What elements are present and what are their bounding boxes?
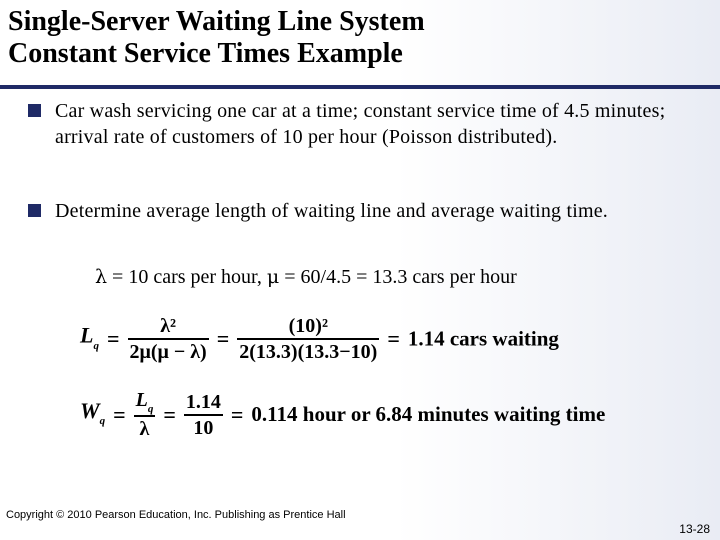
lq-result: 1.14 cars waiting xyxy=(407,326,559,351)
page-number: 13-28 xyxy=(679,522,710,536)
lq-fraction-symbolic xyxy=(128,314,209,364)
fraction-denominator: 2(13.3)(13.3−10) xyxy=(237,338,379,364)
fraction-denominator: 2μ(μ − λ) xyxy=(128,338,209,364)
equals-sign: = xyxy=(387,326,400,351)
wq-fraction-symbolic xyxy=(134,388,156,441)
wq-fraction-numeric xyxy=(184,390,223,440)
formula-lq xyxy=(80,314,559,364)
lq-variable: L xyxy=(80,322,94,348)
square-bullet-icon xyxy=(28,204,41,217)
mu-text: = 60/4.5 = 13.3 cars per hour xyxy=(279,266,517,288)
square-bullet-icon xyxy=(28,104,41,117)
title-divider xyxy=(0,85,720,89)
wq-subscript: q xyxy=(99,415,106,428)
formula-wq xyxy=(80,388,605,441)
fraction-numerator: 1.14 xyxy=(185,390,221,413)
lambda-text: = 10 cars per hour, xyxy=(107,266,267,288)
fraction-numerator xyxy=(134,388,156,415)
lq-fraction-numeric xyxy=(237,314,379,364)
bullet-text: Determine average length of waiting line and average waiting time. xyxy=(55,200,608,222)
wq-result: 0.114 hour or 6.84 minutes waiting time xyxy=(251,402,606,426)
fraction-denominator: 10 xyxy=(184,414,223,440)
fraction-numerator: λ² xyxy=(160,315,177,337)
slide-title xyxy=(8,6,708,70)
equals-sign: = xyxy=(230,401,244,427)
mu-symbol: μ xyxy=(266,266,280,288)
equals-sign: = xyxy=(106,326,120,351)
bullet-text: Car wash servicing one car at a time; constant service time of 4.5 minutes; arrival rate of customers of 10 per hour (Poisson distributed). xyxy=(55,100,666,148)
equals-sign: = xyxy=(163,401,176,427)
equals-sign: = xyxy=(113,401,126,427)
rates-line xyxy=(95,264,695,290)
copyright-notice: Copyright © 2010 Pearson Education, Inc. Publishing as Prentice Hall xyxy=(6,509,346,521)
wq-variable: W xyxy=(80,398,100,424)
fraction-numerator: (10)² xyxy=(288,315,328,337)
numerator-variable: L xyxy=(135,389,148,411)
lambda-symbol: λ xyxy=(95,266,108,288)
lq-subscript: q xyxy=(93,339,99,352)
title-line-1: Single-Server Waiting Line System xyxy=(8,6,425,37)
bullet-problem xyxy=(28,98,688,150)
fraction-denominator: λ xyxy=(134,415,156,441)
equals-sign: = xyxy=(216,326,230,351)
title-line-2: Constant Service Times Example xyxy=(8,38,403,69)
numerator-subscript: q xyxy=(147,403,154,415)
bullet-objective xyxy=(28,198,688,224)
